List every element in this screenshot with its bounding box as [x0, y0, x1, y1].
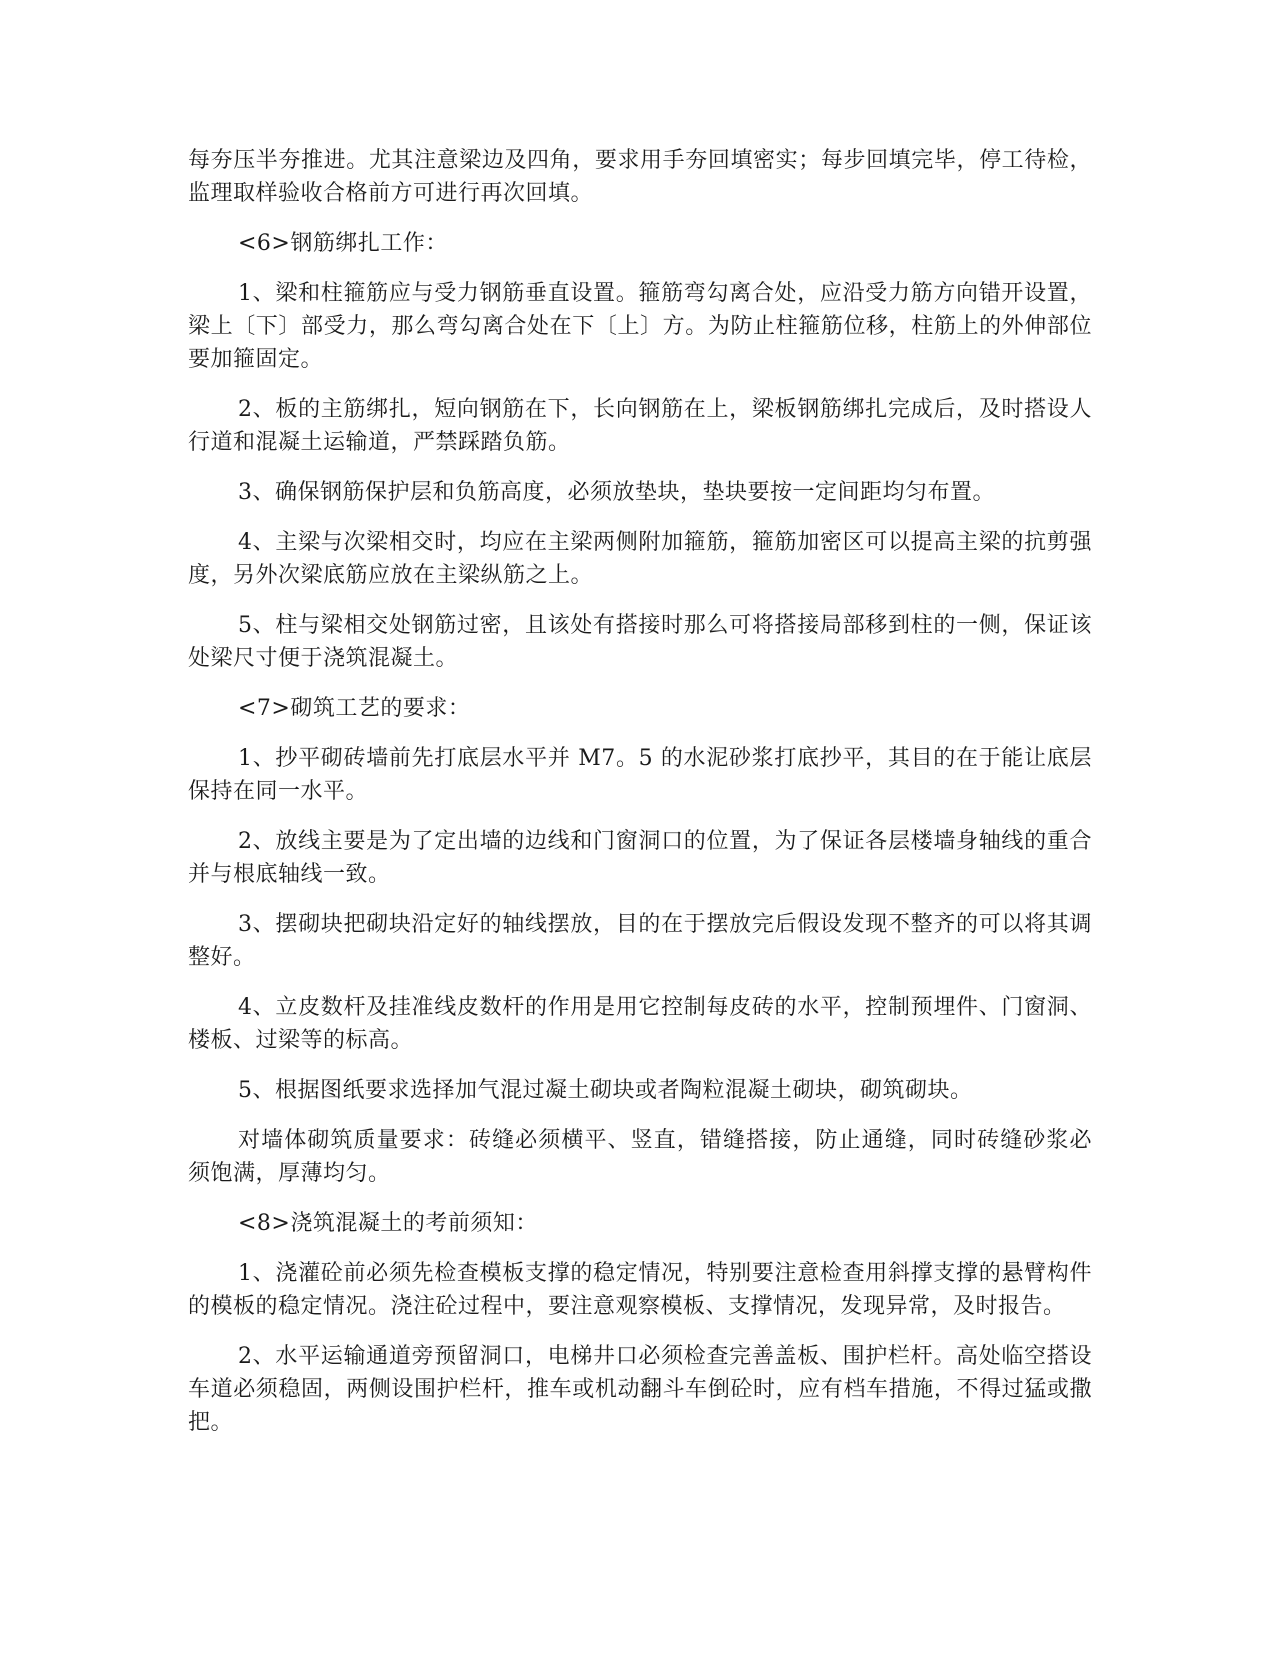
section-heading-masonry: <7>砌筑工艺的要求：	[238, 696, 471, 721]
paragraph-masonry-4: 4、立皮数杆及挂准线皮数杆的作用是用它控制每皮砖的水平，控制预埋件、门窗洞、楼板、过梁等的标高。	[188, 995, 1092, 1053]
paragraph-concrete-2: 2、水平运输通道旁预留洞口，电梯井口必须检查完善盖板、围护栏杆。高处临空搭设车道必须稳固，两侧设围护栏杆，推车或机动翻斗车倒砼时，应有档车措施，不得过猛或撒把。	[188, 1344, 1092, 1435]
paragraph-masonry-5: 5、根据图纸要求选择加气混过凝土砌块或者陶粒混凝土砌块，砌筑砌块。	[238, 1078, 973, 1103]
paragraph-masonry-3: 3、摆砌块把砌块沿定好的轴线摆放，目的在于摆放完后假设发现不整齐的可以将其调整好。	[188, 912, 1092, 970]
paragraph-concrete-1: 1、浇灌砼前必须先检查模板支撑的稳定情况，特别要注意检查用斜撑支撑的悬臂构件的模板的稳定情况。浇注砼过程中，要注意观察模板、支撑情况，发现异常，及时报告。	[188, 1261, 1092, 1319]
paragraph-masonry-2: 2、放线主要是为了定出墙的边线和门窗洞口的位置，为了保证各层楼墙身轴线的重合并与根底轴线一致。	[188, 829, 1092, 887]
section-heading-rebar: <6>钢筋绑扎工作：	[238, 231, 448, 256]
paragraph-rebar-2: 2、板的主筋绑扎，短向钢筋在下，长向钢筋在上，梁板钢筋绑扎完成后，及时搭设人行道和混凝土运输道，严禁踩踏负筋。	[188, 397, 1092, 455]
section-heading-concrete: <8>浇筑混凝土的考前须知：	[238, 1211, 538, 1236]
paragraph-rebar-3: 3、确保钢筋保护层和负筋高度，必须放垫块，垫块要按一定间距均匀布置。	[238, 480, 995, 505]
paragraph-rebar-1: 1、梁和柱箍筋应与受力钢筋垂直设置。箍筋弯勾离合处，应沿受力筋方向错开设置，梁上〔下〕部受力，那么弯勾离合处在下〔上〕方。为防止柱箍筋位移，柱筋上的外伸部位要加箍固定。	[188, 281, 1092, 372]
paragraph-masonry-quality: 对墙体砌筑质量要求：砖缝必须横平、竖直，错缝搭接，防止通缝，同时砖缝砂浆必须饱满，厚薄均匀。	[188, 1128, 1092, 1186]
paragraph-masonry-1: 1、抄平砌砖墙前先打底层水平并 M7。5 的水泥砂浆打底抄平，其目的在于能让底层保持在同一水平。	[188, 746, 1092, 804]
paragraph-continuation: 每夯压半夯推进。尤其注意梁边及四角，要求用手夯回填密实；每步回填完毕，停工待检，监理取样验收合格前方可进行再次回填。	[188, 148, 1092, 206]
paragraph-rebar-5: 5、柱与梁相交处钢筋过密，且该处有搭接时那么可将搭接局部移到柱的一侧，保证该处梁尺寸便于浇筑混凝土。	[188, 613, 1092, 671]
document-body	[188, 144, 1092, 1456]
paragraph-rebar-4: 4、主梁与次梁相交时，均应在主梁两侧附加箍筋，箍筋加密区可以提高主梁的抗剪强度，另外次梁底筋应放在主梁纵筋之上。	[188, 530, 1092, 588]
